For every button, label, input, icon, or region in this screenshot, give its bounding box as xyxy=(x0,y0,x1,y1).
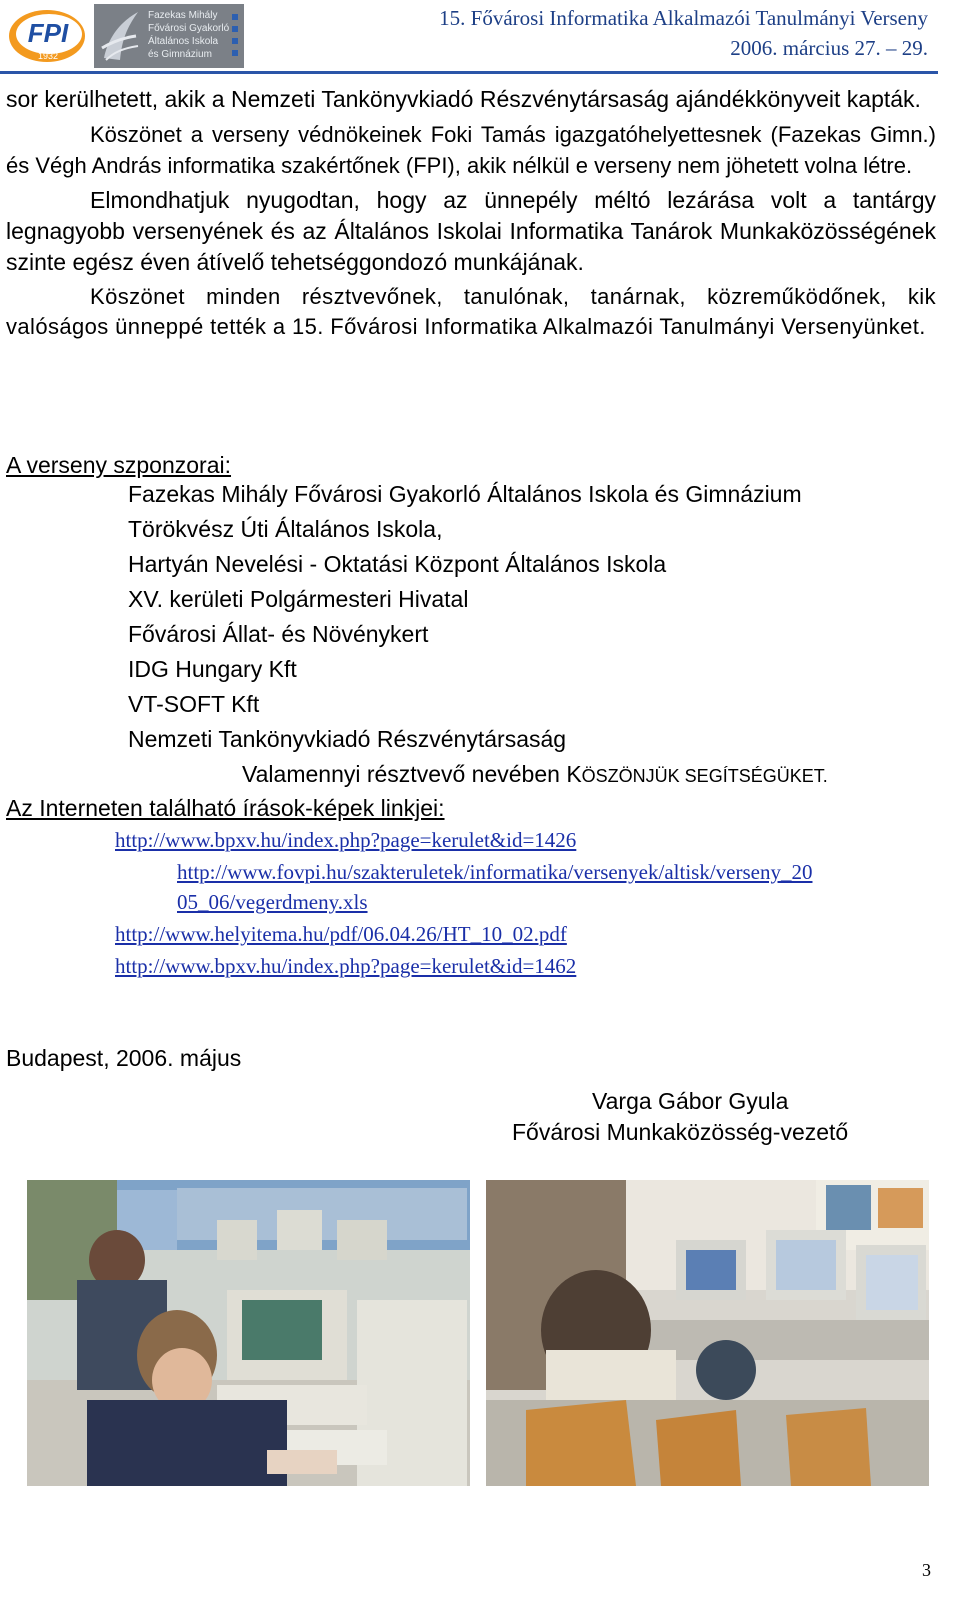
paragraph-4: Köszönet minden résztvevőnek, tanulónak, tanárnak, közreműködőnek, kik valóságos ünneppé tették a 15. Fővárosi Informatika Alkalmazói Tanulmányi Versenyünket. xyxy=(6,284,936,339)
header-date: 2006. március 27. – 29. xyxy=(730,36,928,60)
paragraph-2: Köszönet a verseny védnökeinek Foki Tamás igazgatóhelyettesnek (Fazekas Gimn.) és Végh András informatika szakértőnek (FPI), akik nélkül e verseny nem jöhetett volna létre. xyxy=(6,122,936,178)
thanks-caps: ÖSZÖNJÜK SEGÍTSÉGÜKET. xyxy=(581,766,828,786)
logo-square xyxy=(232,38,238,44)
fpi-logo-text: FPI xyxy=(27,18,69,48)
link-helyitema[interactable]: http://www.helyitema.hu/pdf/06.04.26/HT_10_02.pdf xyxy=(115,922,567,946)
paragraph-3: Elmondhatjuk nyugodtan, hogy az ünnepély méltó lezárása volt a tantárgy legnagyobb versenyének és az Általános Iskolai Informatika Tanárok Munkaközösségének szinte egész éven átívelő tehetséggondozó munkájának. xyxy=(6,187,936,275)
sponsor-item: Törökvész Úti Általános Iskola, xyxy=(128,516,443,542)
logo-square xyxy=(232,50,238,56)
sponsor-item: Fővárosi Állat- és Növénykert xyxy=(128,621,429,647)
classroom-photo-right xyxy=(486,1180,929,1486)
logo-square xyxy=(232,26,238,32)
sponsor-item: VT-SOFT Kft xyxy=(128,691,260,717)
logo-square xyxy=(232,14,238,20)
header-title: 15. Fővárosi Informatika Alkalmazói Tanulmányi Verseny xyxy=(439,6,928,30)
sponsor-item: XV. kerületi Polgármesteri Hivatal xyxy=(128,586,469,612)
link-bpxv-1426[interactable]: http://www.bpxv.hu/index.php?page=kerulet&id=1426 xyxy=(115,828,577,852)
paragraph-1: sor kerülhetett, akik a Nemzeti Tankönyvkiadó Részvénytársaság ajándékkönyveit kapták. xyxy=(6,86,921,112)
fpi-logo-year: 1932 xyxy=(37,51,59,61)
sponsors-list xyxy=(128,477,928,757)
place-date: Budapest, 2006. május xyxy=(6,1045,242,1071)
fpi-logo xyxy=(6,6,88,66)
sponsor-item: Hartyán Nevelési - Oktatási Központ Általános Iskola xyxy=(128,551,667,577)
link-bpxv-1462[interactable]: http://www.bpxv.hu/index.php?page=kerulet&id=1462 xyxy=(115,954,577,978)
school-logo-line-2: Fővárosi Gyakorló xyxy=(148,23,230,34)
signer-name: Varga Gábor Gyula xyxy=(592,1088,789,1114)
thanks-line xyxy=(242,757,828,793)
page-number: 3 xyxy=(922,1560,931,1580)
link-fovpi-line-1[interactable]: http://www.fovpi.hu/szakteruletek/informatika/versenyek/altisk/verseny_20 xyxy=(177,860,813,884)
school-logo-line-3: Általános Iskola xyxy=(148,36,219,47)
header-divider xyxy=(0,71,938,74)
school-crest-icon xyxy=(98,8,142,64)
sponsor-item: Nemzeti Tankönyvkiadó Részvénytársaság xyxy=(128,726,567,752)
body-text xyxy=(6,84,936,342)
link-fovpi-line-2[interactable]: 05_06/vegerdmeny.xls xyxy=(177,890,368,914)
sponsors-heading: A verseny szponzorai: xyxy=(6,452,232,478)
links-heading: Az Interneten található írások-képek linkjei: xyxy=(6,795,445,821)
school-logo xyxy=(94,4,244,68)
sponsor-item: IDG Hungary Kft xyxy=(128,656,297,682)
signer-title: Fővárosi Munkaközösség-vezető xyxy=(512,1119,849,1145)
sponsor-item: Fazekas Mihály Fővárosi Gyakorló Általános Iskola és Gimnázium xyxy=(128,481,802,507)
school-logo-line-1: Fazekas Mihály xyxy=(148,10,218,21)
classroom-photo-left xyxy=(27,1180,470,1486)
school-logo-line-4: és Gimnázium xyxy=(148,49,212,60)
thanks-prefix: Valamennyi résztvevő nevében xyxy=(242,761,567,787)
thanks-k: K xyxy=(566,761,582,787)
